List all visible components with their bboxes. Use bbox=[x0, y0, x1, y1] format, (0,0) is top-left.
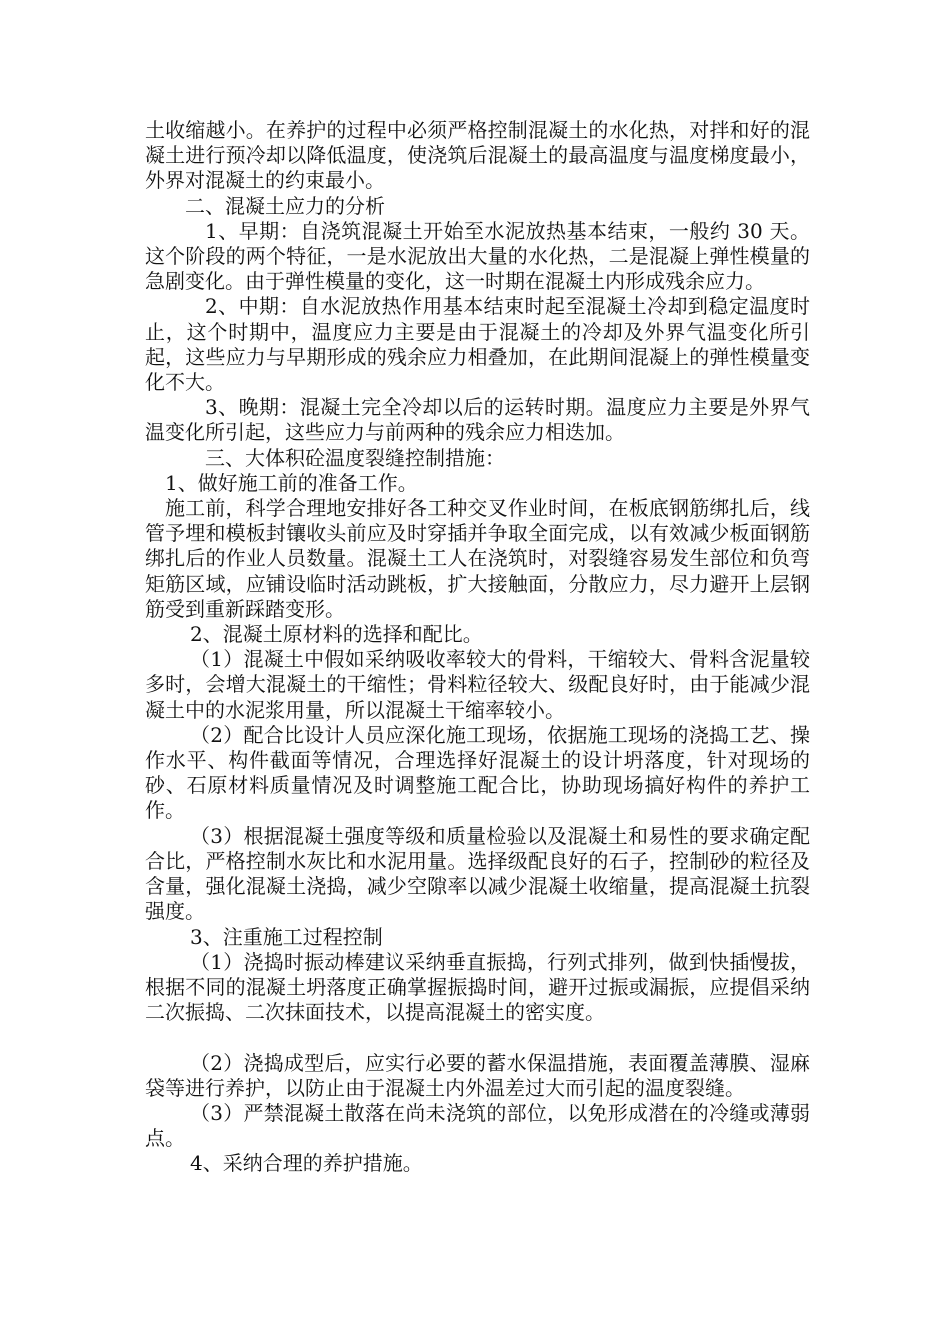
paragraph-preparation: 施工前，科学合理地安排好各工种交叉作业时间，在板底钢筋绑扎后，线管予埋和模板封镶收头前应及时穿插并争取全面完成，以有效减少板面钢筋绑扎后的作业人员数量。混凝土工人在浇筑时，对裂缝容易发生部位和负弯矩筋区域，应铺设临时活动跳板，扩大接触面，分散应力，尽力避开上层钢筋受到重新踩踏变形。 bbox=[145, 496, 810, 621]
section-heading-stress-analysis: 二、混凝土应力的分析 bbox=[185, 193, 385, 218]
paragraph-late-stage: 3、晚期：混凝土完全冷却以后的运转时期。温度应力主要是外界气温变化所引起，这些应力与前两种的残余应力相迭加。 bbox=[145, 395, 810, 445]
paragraph-intro: 土收缩越小。在养护的过程中必须严格控制混凝土的水化热，对拌和好的混凝土进行预冷却以降低温度，使浇筑后混凝土的最高温度与温度梯度最小，外界对混凝土的约束最小。 bbox=[145, 118, 810, 193]
paragraph-middle-stage: 2、中期：自水泥放热作用基本结束时起至混凝土冷却到稳定温度时止，这个时期中，温度应力主要是由于混凝土的冷却及外界气温变化所引起，这些应力与早期形成的残余应力相叠加，在此期间混凝上的弹性模量变化不大。 bbox=[145, 294, 810, 395]
section-heading-crack-control: 三、大体积砼温度裂缝控制措施： bbox=[205, 445, 505, 470]
paragraph-materials-1: （1）混凝土中假如采纳吸收率较大的骨料，干缩较大、骨料含泥量较多时，会增大混凝土的干缩性；骨料粒径较大、级配良好时，由于能减少混凝土中的水泥浆用量，所以混凝土干缩率较小。 bbox=[145, 647, 810, 722]
subheading-process-control: 3、注重施工过程控制 bbox=[190, 924, 383, 949]
blank-line bbox=[145, 1025, 810, 1050]
subheading-curing: 4、采纳合理的养护措施。 bbox=[190, 1151, 423, 1176]
paragraph-process-2: （2）浇捣成型后，应实行必要的蓄水保温措施，表面覆盖薄膜、湿麻袋等进行养护，以防止由于混凝土内外温差过大而引起的温度裂缝。 bbox=[145, 1050, 810, 1100]
paragraph-materials-2: （2）配合比设计人员应深化施工现场，依据施工现场的浇捣工艺、操作水平、构件截面等情况，合理选择好混凝土的设计坍落度，针对现场的砂、石原材料质量情况及时调整施工配合比，协助现场搞好构件的养护工作。 bbox=[145, 722, 810, 823]
paragraph-process-3: （3）严禁混凝土散落在尚未浇筑的部位，以免形成潜在的冷缝或薄弱点。 bbox=[145, 1100, 810, 1151]
paragraph-materials-3: （3）根据混凝土强度等级和质量检验以及混凝土和易性的要求确定配合比，严格控制水灰比和水泥用量。选择级配良好的石子，控制砂的粒径及含量，强化混凝土浇捣，减少空隙率以减少混凝土收缩量，提高混凝土抗裂强度。 bbox=[145, 823, 810, 924]
paragraph-process-1: （1）浇捣时振动棒建议采纳垂直振捣，行列式排列，做到快插慢拔，根据不同的混凝土坍落度正确掌握振捣时间，避开过振或漏振，应提倡采纳二次振捣、二次抹面技术，以提高混凝土的密实度。 bbox=[145, 949, 810, 1025]
document-body bbox=[145, 118, 810, 1177]
paragraph-early-stage: 1、早期：自浇筑混凝土开始至水泥放热基本结束，一般约 30 天。这个阶段的两个特征，一是水泥放出大量的水化热，二是混凝上弹性模量的急剧变化。由于弹性模量的变化，这一时期在混凝土内形成残余应力。 bbox=[145, 218, 810, 294]
subheading-materials: 2、混凝土原材料的选择和配比。 bbox=[190, 622, 483, 647]
subheading-preparation: 1、做好施工前的准备工作。 bbox=[165, 470, 418, 495]
